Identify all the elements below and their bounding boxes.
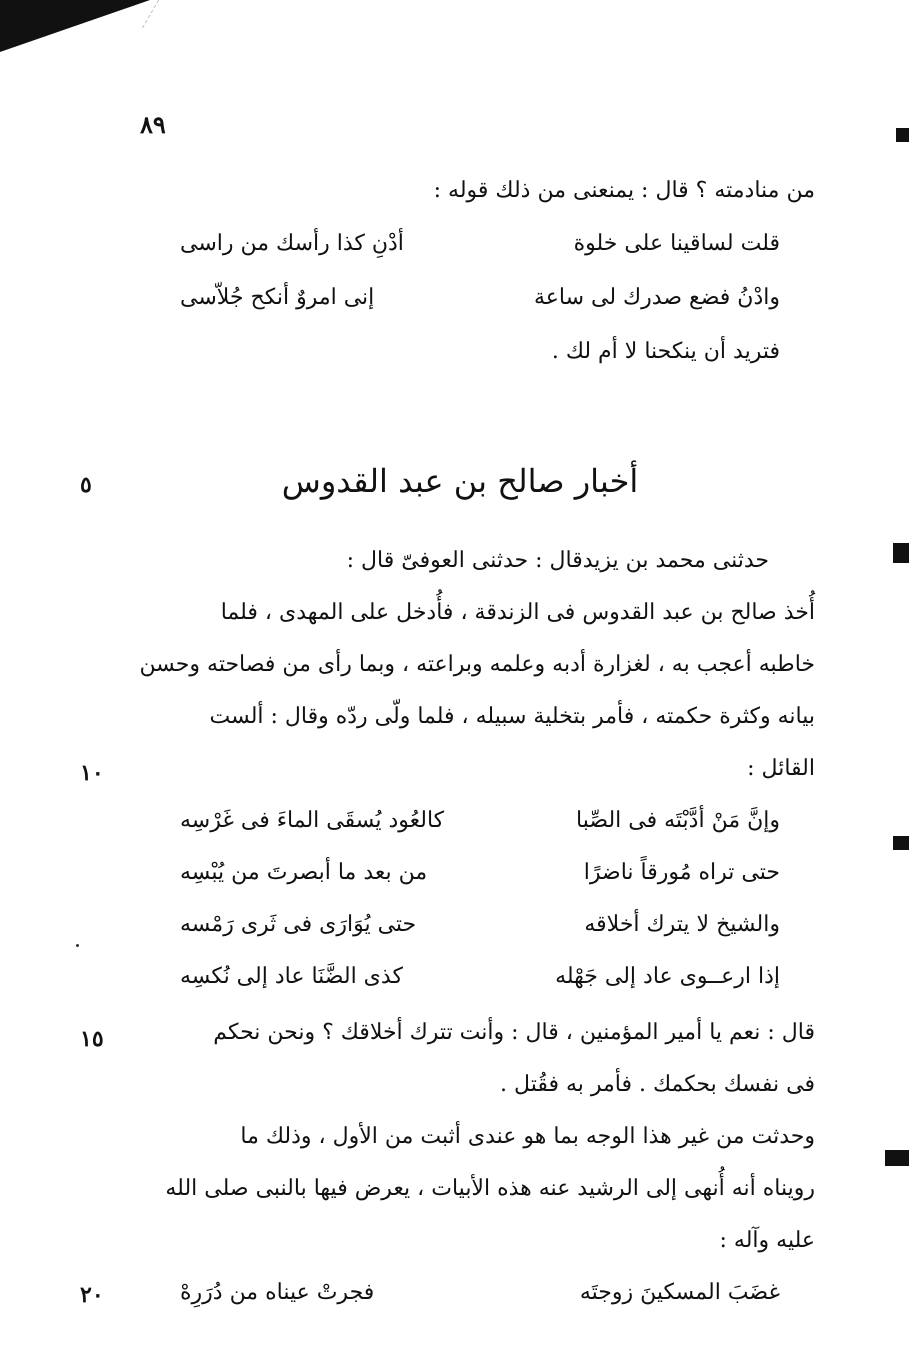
section-heading: أخبار صالح بن عبد القدوس (281, 462, 639, 500)
verse-hemistich-first: حتى تراه مُورقاً ناضرًا (583, 860, 780, 885)
verse-line (180, 860, 780, 896)
text-line: عليه وآله : (719, 1228, 815, 1253)
ink-speck (76, 944, 79, 947)
verse-hemistich-second: أدْنِ كذا رأسك من راسى (180, 231, 404, 256)
verse-hemistich-first: وادْنُ فضع صدرك لى ساعة (533, 285, 780, 310)
scan-edge-mark (885, 1150, 909, 1166)
scan-edge-mark (893, 543, 909, 563)
text-line: من منادمته ؟ قال : يمنعنى من ذلك قوله : (433, 178, 815, 203)
verse-hemistich-first: غضَبَ المسكينَ زوجتَه (579, 1280, 780, 1305)
scan-edge-mark (893, 836, 909, 850)
text-line: بيانه وكثرة حكمته ، فأمر بتخلية سبيله ، فلما ولّى ردّه وقال : ألست (209, 704, 815, 729)
verse-hemistich-second: حتى يُوَارَى فى ثَرى رَمْسه (180, 912, 417, 937)
text-line: خاطبه أعجب به ، لغزارة أدبه وعلمه وبراعته ، وبما رأى من فصاحته وحسن (139, 652, 815, 677)
verse-hemistich-second: فجرتْ عيناه من دُرَرِهْ (180, 1280, 375, 1305)
text-line: حدثنى محمد بن يزيدقال : حدثنى العوفىّ قال : (346, 548, 769, 573)
verse-line (180, 808, 780, 844)
verse-line (180, 285, 780, 321)
verse-line (180, 339, 780, 375)
verse-hemistich-second: كالعُود يُسقَى الماءَ فى غَرْسِه (180, 808, 445, 833)
text-line: رويناه أنه أُنهى إلى الرشيد عنه هذه الأبيات ، يعرض فيها بالنبى صلى الله (165, 1176, 815, 1201)
verse-hemistich-second: كذى الضَّنَا عاد إلى نُكسِه (180, 964, 403, 989)
verse-hemistich-first: قلت لساقينا على خلوة (573, 231, 780, 256)
verse-hemistich-first: إذا ارعــوى عاد إلى جَهْله (555, 964, 780, 989)
verse-tail: فتريد أن ينكحنا لا أم لك . (551, 339, 780, 364)
text-line: القائل : (747, 756, 815, 781)
text-line: وحدثت من غير هذا الوجه بما هو عندى أثبت من الأول ، وذلك ما (240, 1124, 815, 1149)
verse-line (180, 912, 780, 948)
verse-line (180, 964, 780, 1000)
verse-line (180, 231, 780, 267)
verse-hemistich-second: إنى امروٌ أنكح جُلاّسى (180, 285, 375, 310)
scan-edge-mark (896, 128, 909, 142)
line-number: ١٥ (80, 1026, 104, 1052)
page-number: ٨٩ (140, 110, 166, 139)
verse-hemistich-first: والشيخ لا يترك أخلاقه (584, 912, 780, 937)
text-line: أُخذ صالح بن عبد القدوس فى الزندقة ، فأُدخل على المهدى ، فلما (220, 600, 815, 625)
line-number: ٥ (80, 472, 92, 498)
text-line: قال : نعم يا أمير المؤمنين ، قال : وأنت تترك أخلاقك ؟ ونحن نحكم (213, 1020, 815, 1045)
scan-corner-shadow (0, 0, 150, 52)
line-number: ١٠ (80, 760, 104, 786)
verse-line (180, 1280, 780, 1316)
text-line: فى نفسك بحكمك . فأمر به فقُتل . (500, 1072, 815, 1097)
line-number: ٢٠ (80, 1282, 104, 1308)
verse-hemistich-first: وإنَّ مَنْ أدَّبْتَه فى الصِّبا (576, 808, 780, 833)
verse-hemistich-second: من بعد ما أبصرتَ من يُبْسِه (180, 860, 428, 885)
